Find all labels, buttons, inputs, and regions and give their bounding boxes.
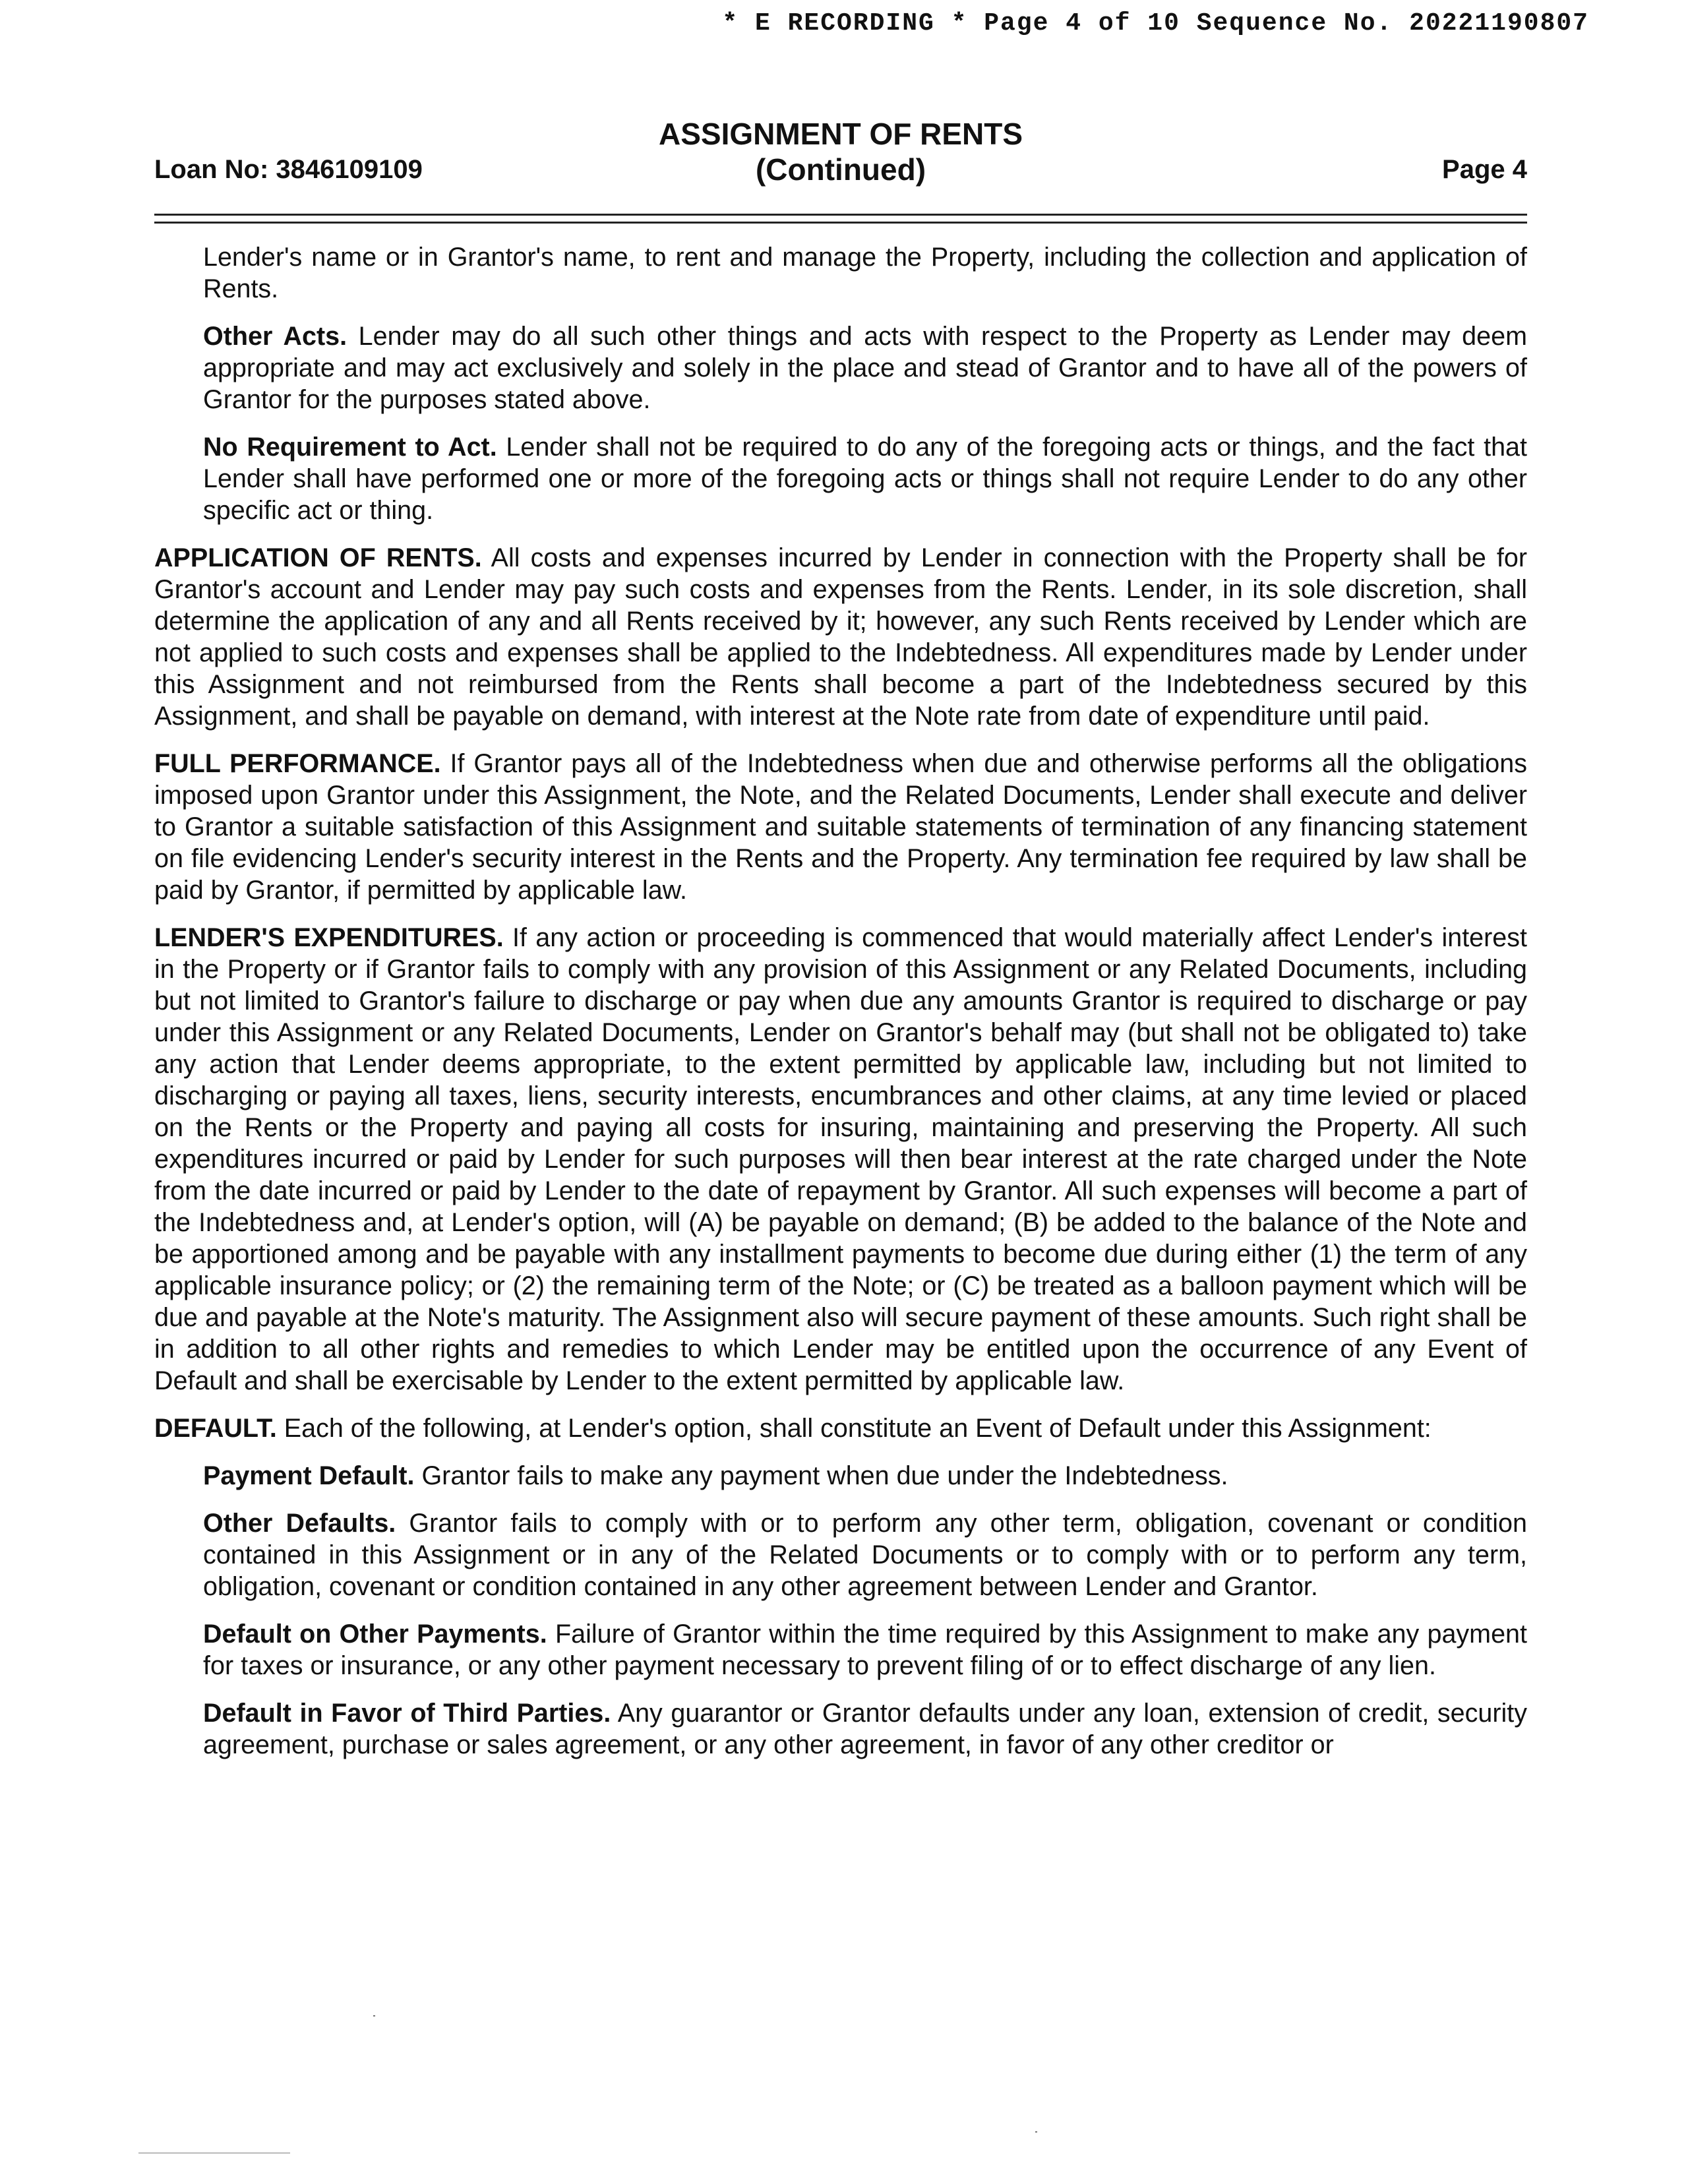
paragraph-other-acts — [203, 320, 1527, 415]
paragraph-text: If Grantor pays all of the Indebtedness when due and otherwise performs all the obligations imposed upon Grantor under this Assignment, the Note, and the Related Documents, Lender shall execute and deliver to Grantor a suitable satisfaction of this Assignment and suitable statements of termination of any financing statement on file evidencing Lender's security interest in the Rents and the Property. Any termination fee required by law shall be paid by Grantor, if permitted by applicable law. — [154, 749, 1527, 905]
paragraph-heading: Other Acts. — [203, 322, 347, 351]
paragraph-no-requirement — [203, 431, 1527, 526]
loan-number: Loan No: 3846109109 — [154, 155, 423, 184]
paragraph-payment-default — [203, 1460, 1527, 1492]
paragraph-text: Lender's name or in Grantor's name, to rent and manage the Property, including the collection and application of Rents. — [203, 243, 1527, 303]
paragraph-heading: Default on Other Payments. — [203, 1620, 547, 1649]
document-subtitle: (Continued) — [755, 152, 926, 187]
paragraph-default-third-parties — [203, 1697, 1527, 1761]
paragraph-other-defaults — [203, 1507, 1527, 1602]
scan-speck — [1035, 2131, 1037, 2133]
paragraph-lenders-expenditures — [154, 922, 1527, 1397]
document-title: ASSIGNMENT OF RENTS — [658, 117, 1023, 151]
paragraph-heading: APPLICATION OF RENTS. — [154, 543, 482, 572]
paragraph-default-other-payments — [203, 1618, 1527, 1682]
paragraph-heading: No Requirement to Act. — [203, 433, 497, 462]
paragraph-rent-management — [203, 241, 1527, 305]
paragraph-text: Any guarantor or Grantor defaults under any loan, extension of credit, security agreement, purchase or sales agreement, or any other agreement, in favor of any other creditor or — [203, 1699, 1527, 1759]
paragraph-text: If any action or proceeding is commenced that would materially affect Lender's interest in the Property or if Grantor fails to comply with any provision of this Assignment or any Related Documents, including but not limited to Grantor's failure to discharge or pay when due any amounts Grantor is required to discharge or pay under this Assignment or any Related Documents, Lender on Grantor's behalf may (but shall not be obligated to) take any action that Lender deems appropriate, to the extent permitted by applicable law, including but not limited to discharging or paying all taxes, liens, security interests, encumbrances and other claims, at any time levied or placed on the Rents or the Property and paying all costs for insuring, maintaining and preserving the Property. All such expenditures incurred or paid by Lender for such purposes will then bear interest at the rate charged under the Note from the date incurred or paid by Lender to the date of repayment by Grantor. All such expenses will become a part of the Indebtedness and, at Lender's option, will (A) be payable on demand; (B) be added to the balance of the Note and be apportioned among and be payable with any installment payments to become due during either (1) the term of any applicable insurance policy; or (2) the remaining term of the Note; or (C) be treated as a balloon payment which will be due and payable at the Note's maturity. The Assignment also will secure payment of these amounts. Such right shall be in addition to all other rights and remedies to which Lender may be entitled upon the occurrence of any Event of Default and shall be exercisable by Lender to the extent permitted by applicable law. — [154, 923, 1527, 1395]
paragraph-heading: LENDER'S EXPENDITURES. — [154, 923, 504, 952]
header-divider-top — [154, 214, 1527, 216]
paragraph-heading: Payment Default. — [203, 1461, 415, 1490]
paragraph-heading: DEFAULT. — [154, 1414, 277, 1443]
document-header — [154, 116, 1527, 189]
paragraph-text: Grantor fails to comply with or to perform any other term, obligation, covenant or condition contained in this Assignment or in any of the Related Documents or to comply with or to perform any term, obligation, covenant or condition contained in any other agreement between Lender and Grantor. — [203, 1509, 1527, 1601]
paragraph-heading: Default in Favor of Third Parties. — [203, 1699, 611, 1728]
paragraph-heading: FULL PERFORMANCE. — [154, 749, 441, 778]
header-divider-bottom — [154, 222, 1527, 224]
paragraph-text: Grantor fails to make any payment when due under the Indebtedness. — [414, 1461, 1228, 1490]
document-title-block — [154, 116, 1527, 187]
paragraph-text: Each of the following, at Lender's option, shall constitute an Event of Default under this Assignment: — [276, 1414, 1432, 1443]
paragraph-text: Lender may do all such other things and acts with respect to the Property as Lender may deem appropriate and may act exclusively and solely in the place and stead of Grantor and to have all of the powers of Grantor for the purposes stated above. — [203, 322, 1527, 414]
document-body — [154, 241, 1527, 1776]
paragraph-text: Lender shall not be required to do any of the foregoing acts or things, and the fact that Lender shall have performed one or more of the foregoing acts or things shall not require Lender to do any other specific act or thing. — [203, 433, 1528, 525]
paragraph-heading: Other Defaults. — [203, 1509, 396, 1538]
recording-stamp: * E RECORDING * Page 4 of 10 Sequence No. 20221190807 — [722, 9, 1589, 38]
page-number: Page 4 — [1442, 155, 1527, 184]
paragraph-full-performance — [154, 748, 1527, 906]
paragraph-default — [154, 1412, 1527, 1444]
paragraph-application-of-rents — [154, 542, 1527, 732]
paragraph-text: All costs and expenses incurred by Lender in connection with the Property shall be for Grantor's account and Lender may pay such costs and expenses from the Rents. Lender, in its sole discretion, shall determine the application of any and all Rents received by it; however, any such Rents received by Lender which are not applied to such costs and expenses shall be applied to the Indebtedness. All expenditures made by Lender under this Assignment and not reimbursed from the Rents shall become a part of the Indebtedness secured by this Assignment, and shall be payable on demand, with interest at the Note rate from date of expenditure until paid. — [154, 543, 1527, 731]
paragraph-text: Failure of Grantor within the time required by this Assignment to make any payment for taxes or insurance, or any other payment necessary to prevent filing of or to effect discharge of any lien. — [203, 1620, 1527, 1680]
scan-speck — [373, 2015, 375, 2017]
scan-speck — [138, 2152, 290, 2154]
